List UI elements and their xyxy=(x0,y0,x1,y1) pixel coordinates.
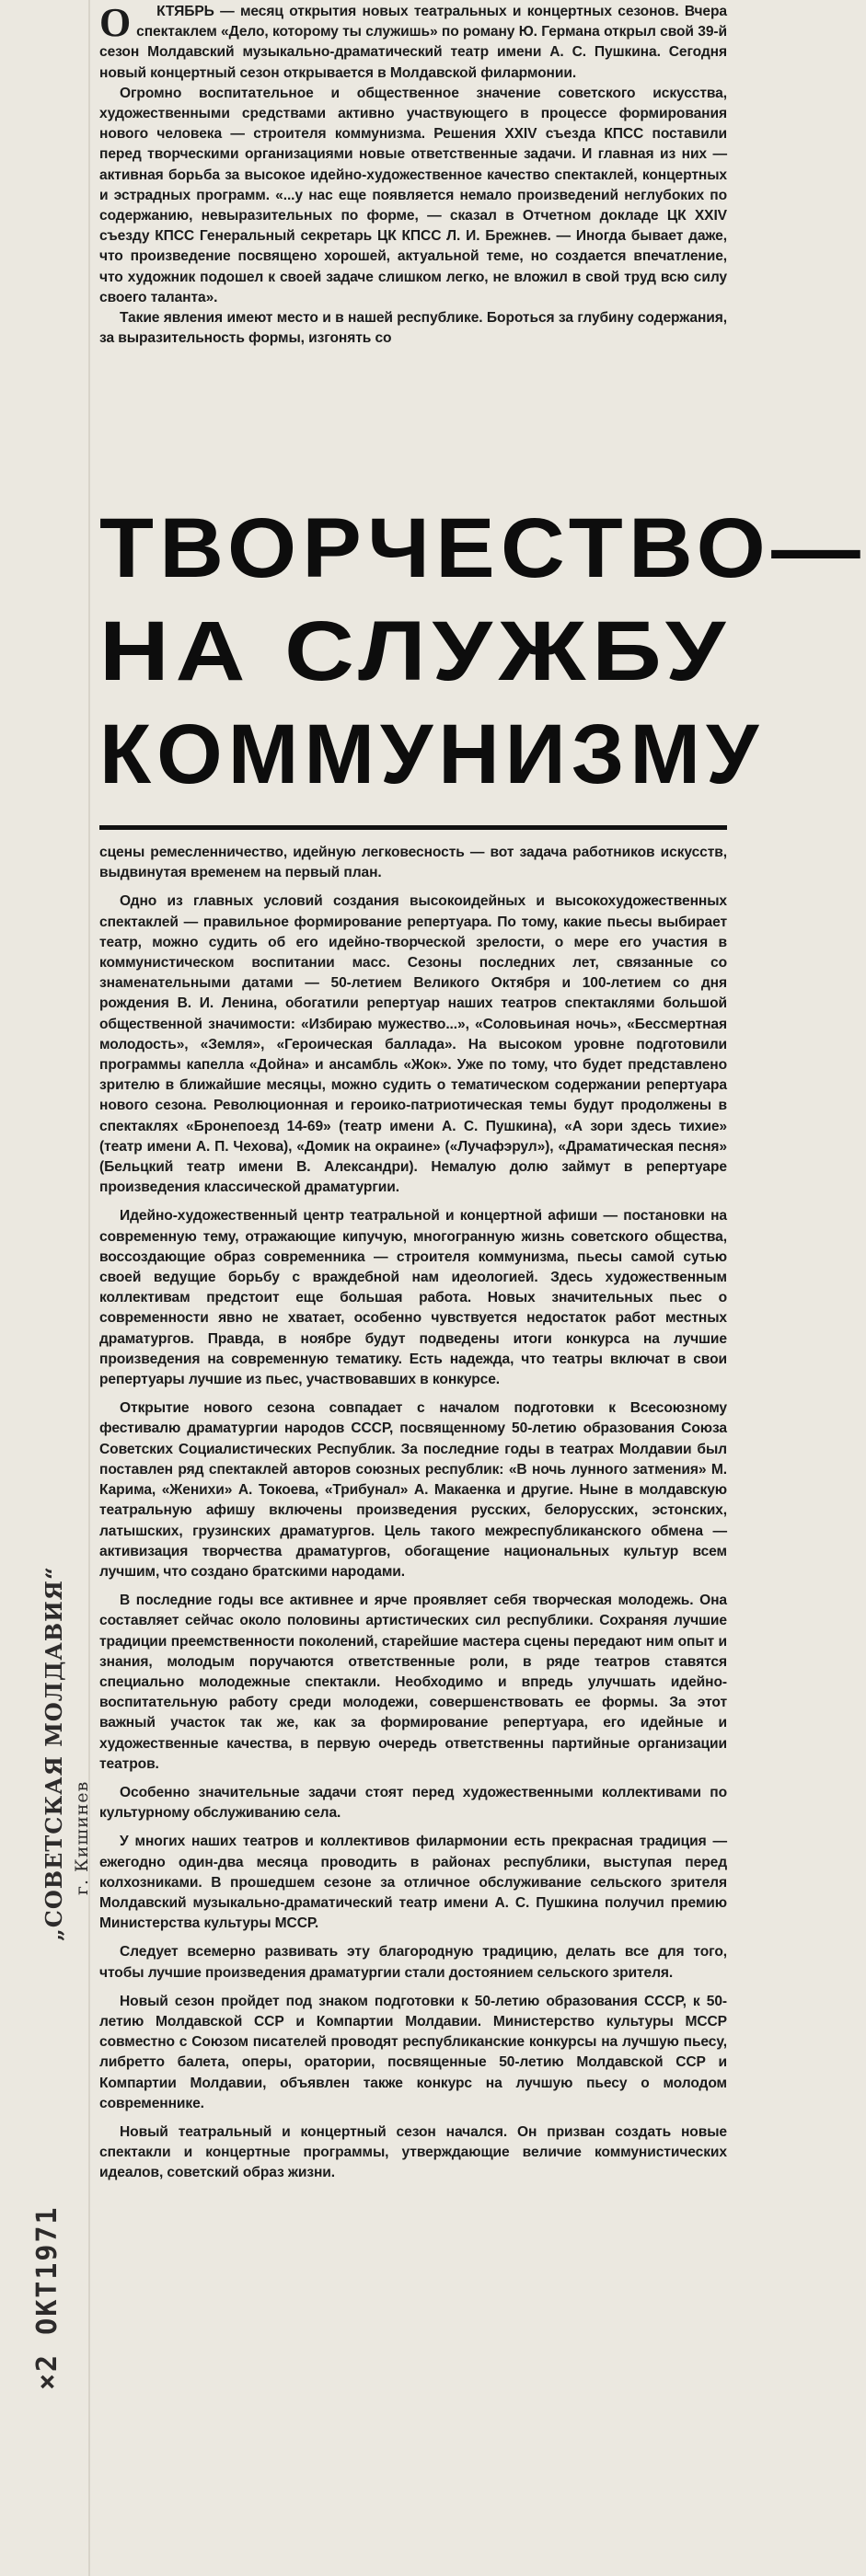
headline-line: ТВОРЧЕСТВО— xyxy=(99,501,866,595)
article-lead-column xyxy=(99,2,727,349)
lead-paragraph-text: КТЯБРЬ — месяц открытия новых театральных и концертных сезонов. Вчера спектаклем «Дело, которому ты служишь» по роману Ю. Германа открыл свой 39-й сезон Молдавский музыкально-драматический театр имени А. С. Пушкина. Сегодня новый концертный сезон открывается в Молдавской филармонии. xyxy=(99,4,727,81)
clipping-edge xyxy=(88,0,90,2576)
article-paragraph: Огромно воспитательное и общественное значение советского искусства, художественными средствами активно участвующего в процессе формирования нового человека — строителя коммунизма. Решения XXIV съезда КПСС поставили перед творческими организациями новые ответственные задачи. И главная из них — активная борьба за высокое идейно-художественное качество спектаклей, концертных и эстрадных программ. «...у нас еще появляется немало произведений неглубоких по содержанию, невыразительных по форме, — сказал в Отчетном докладе ЦК XXIV съезду КПСС Генеральный секретарь ЦК КПСС Л. И. Брежнев. — Иногда бывает даже, что произведение посвящено хорошей, актуальной теме, но создается впечатление, что художник подошел к своей задаче слишком легко, не вложил в свой труд всю силу своего таланта». xyxy=(99,85,727,305)
article-paragraph: Открытие нового сезона совпадает с началом подготовки к Всесоюзному фестивалю драматургии народов СССР, посвященному 50-летию образования Союза Советских Социалистических Республик. За последние годы в театрах Молдавии был поставлен ряд спектаклей авторов союзных республик: «В ночь лунного затмения» М. Карима, «Женихи» А. Токоева, «Трибунал» А. Макаенка и другие. Ныне в молдавскую театральную афишу включены произведения русских, белорусских, эстонских, латышских, грузинских драматургов. Цель такого межреспубликанского обмена — активизация творчества драматургов, обогащение национальных культур всем лучшим, что создано братскими народами. xyxy=(99,1400,727,1580)
city-stamp: г. Кишинев xyxy=(72,1780,92,1895)
article-paragraph: У многих наших театров и коллективов филармонии есть прекрасная традиция — ежегодно один-два месяца проводить в районах республики, выступая перед колхозниками. В прошедшем сезоне за отличное обслуживание сельского зрителя Молдавский музыкально-драматический театр имени А. С. Пушкина получил премию Министерства культуры МССР. xyxy=(99,1834,727,1932)
date-stamp: ×2 ОКТ1971 xyxy=(31,2205,64,2390)
article-body-column xyxy=(99,843,727,2192)
drop-cap: О xyxy=(99,0,132,45)
lead-paragraph xyxy=(99,2,727,84)
article-paragraph: Новый сезон пройдет под знаком подготовки к 50-летию образования СССР, к 50-летию Молдавской ССР и Компартии Молдавии. Министерство культуры МССР совместно с Союзом писателей проводят республиканские конкурсы на лучшую пьесу, либретто балета, оперы, оратории, посвященные 50-летию Молдавской ССР и Компартии Молдавии, объявлен также конкурс на лучшую пьесу о молодом современнике. xyxy=(99,1993,727,2111)
article-paragraph: Новый театральный и концертный сезон начался. Он призван создать новые спектакли и концертные программы, утверждающие величие коммунистических идеалов, советский образ жизни. xyxy=(99,2123,727,2181)
article-paragraph: Идейно-художественный центр театральной и концертной афиши — постановки на современную тему, отражающие кипучую, многогранную жизнь советского общества, воссоздающие образ современника — строителя коммунизма, пьесы самой сутью своей ведущие борьбу с враждебной нам идеологией. Здесь художественным коллективам предстоит еще большая работа. Новых значительных пьес о современности явно не хватает, особенно чувствуется недостаток работ местных драматургов. Правда, в ноябре будут подведены итоги конкурса на лучшие произведения на современную тематику. Есть надежда, что театры включат в свои репертуары лучшие из пьес, участвовавших в конкурсе. xyxy=(99,1208,727,1388)
article-headline xyxy=(99,489,866,830)
article-paragraph: В последние годы все активнее и ярче проявляет себя творческая молодежь. Она составляет сейчас около половины артистических сил республики. Сохраняя лучшие традиции преемственности поколений, старейшие мастера сцены передают ним опыт и знания, молодым поручаются ответственные роли, в ряде театров ставятся специально молодежные спектакли. Необходимо и впредь улучшать идейно-воспитательную работу среди молодежи, совершенствовать ее формы. За этот важный участок так же, как за формирование репертуара, его идейные и художественные качества, в первую очередь ответственны партийные организации театров. xyxy=(99,1593,727,1772)
newspaper-name-stamp: „СОВЕТСКАЯ МОЛДАВИЯ“ xyxy=(40,1566,67,1941)
headline-line: НА СЛУЖБУ xyxy=(99,604,732,698)
article-paragraph: Такие явления имеют место и в нашей республике. Бороться за глубину содержания, за выразительность формы, изгонять со xyxy=(99,310,727,347)
article-paragraph: Одно из главных условий создания высокоидейных и высокохудожественных спектаклей — правильное формирование репертуара. По тому, какие пьесы выбирает театр, можно судить об его идейно-творческой зрелости, о мере его участия в коммунистическом воспитании масс. Сезоны последних лет, связанные со знаменательными датами — 50-летием Великого Октября и 100-летием со дня рождения В. И. Ленина, обогатили репертуар наших театров спектаклями большой общественной значимости: «Избираю мужество...», «Соловьиная ночь», «Бессмертная молодость», «Земля», «Героическая баллада». На высоком уровне подготовили программы капелла «Дойна» и ансамбль «Жок». Уже по тому, что будет представлено зрителю в ближайшие месяцы, можно судить о тематическом содержании репертуара нового сезона. Революционная и героико-патриотическая темы будут продолжены в спектаклях «Бронепоезд 14-69» (театр имени А. С. Пушкина), «А зори здесь тихие» (театр имени А. П. Чехова), «Домик на окраине» («Лучафэрул»), «Драматическая песня» (Бельцкий театр имени В. Александри). Немалую долю займут в репертуаре произведения классической драматургии. xyxy=(99,893,727,1196)
article-paragraph: сцены ремесленничество, идейную легковесность — вот задача работников искусств, выдвинутая временем на первый план. xyxy=(99,845,727,881)
headline-line: КОММУНИЗМУ xyxy=(99,707,765,801)
article-paragraph: Особенно значительные задачи стоят перед художественными коллективами по культурному обслуживанию села. xyxy=(99,1784,727,1822)
article-paragraph: Следует всемерно развивать эту благородную традицию, делать все для того, чтобы лучшие произведения драматургии стали достоянием сельского зрителя. xyxy=(99,1944,727,1981)
